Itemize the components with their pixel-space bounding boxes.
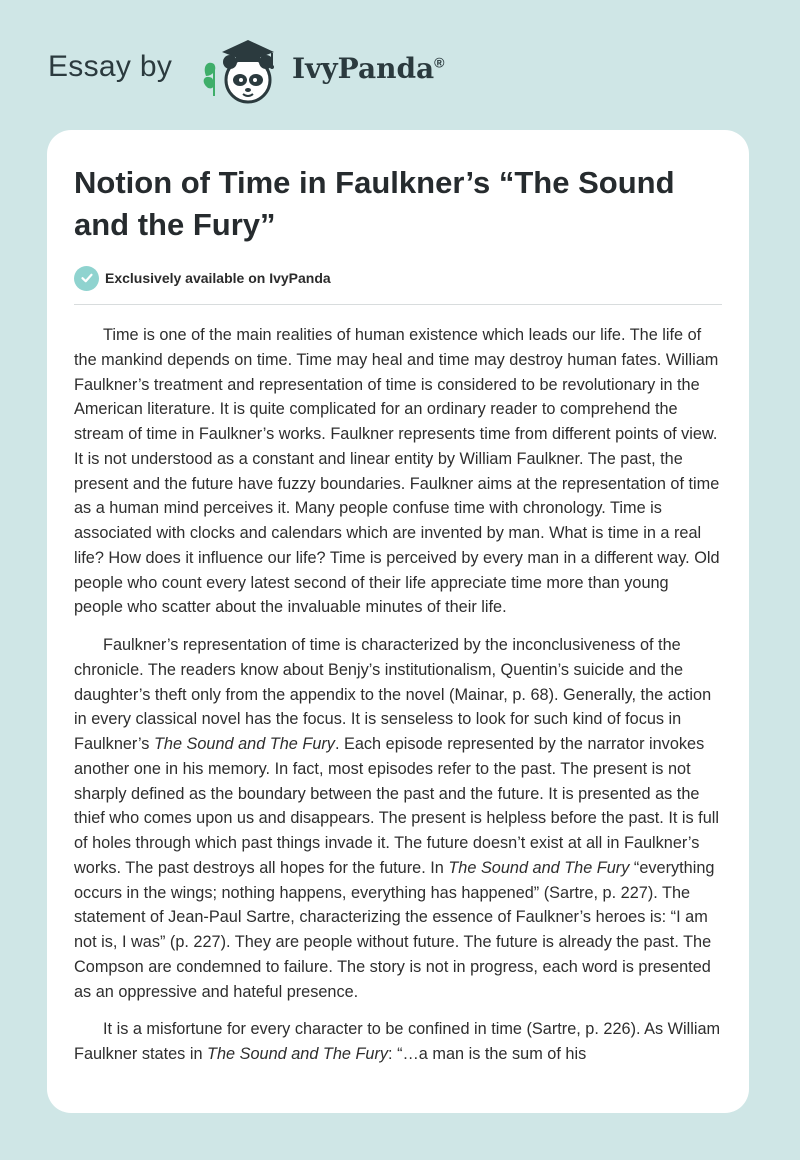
italic-title-text: The Sound and The Fury xyxy=(207,1045,389,1063)
paragraph-text: Faulkner’s representation of time is characterized by the inconclusiveness of the chronicle. The readers know about Benjy’s institutionalism, Quentin’s suicide and the daughter’s theft only from the appendix to the novel (Mainar, p. 68). Generally, the action in every classical novel has the focus. It is senseless to look for such kind of focus in Faulkner’s xyxy=(74,636,712,753)
italic-title-text: The Sound and The Fury xyxy=(448,858,630,877)
paragraph-text: . Each episode represented by the narrator invokes another one in his memory. In fact, most episodes refer to the past. The present is not sharply defined as the boundary between the past and the future. It is presented as the thief who comes upon us and disappears. The present is helpless before the past. It is full of holes through which past things invade it. The future doesn’t exist at all in Faulkner’s works. The past destroys all hopes for the future. In xyxy=(74,735,719,877)
exclusive-badge xyxy=(74,264,722,292)
divider xyxy=(74,304,722,305)
panda-graduate-icon[interactable] xyxy=(200,36,290,108)
essay-paragraph xyxy=(74,323,722,620)
essay-paragraph xyxy=(74,1017,722,1067)
badge-label: Exclusively available on IvyPanda xyxy=(105,270,331,286)
check-icon xyxy=(74,266,99,291)
essay-title: Notion of Time in Faulkner’s “The Sound and the Fury” xyxy=(74,165,675,242)
brand-prefix: Essay by xyxy=(48,50,173,83)
paragraph-text: Time is one of the main realities of human existence which leads our life. The life of the mankind depends on time. Time may heal and time may destroy human fates. William Faulkner’s treatment and representation of time is considered to be revolutionary in the American literature. It is quite complicated for an ordinary reader to comprehend the stream of time in Faulkner’s works. Faulkner represents time from different points of view. It is not understood as a constant and linear entity by William Faulkner. The past, the present and the future have fuzzy boundaries. Faulkner aims at the representation of time as a human mind perceives it. Many people confuse time with chronology. Time is associated with clocks and calendars which are invented by man. What is time in a real life? How does it influence our life? Time is perceived by every man in a different way. Old people who count every latest second of their life appreciate time more than young people who scatter about the invaluable minutes of their life. xyxy=(74,326,720,617)
paragraph-text: : “…a man is the sum of his xyxy=(388,1045,587,1063)
essay-body xyxy=(74,323,722,1067)
site-header xyxy=(0,0,800,130)
brand-name[interactable] xyxy=(292,52,445,85)
italic-title-text: The Sound and The Fury xyxy=(153,735,335,753)
essay-card xyxy=(47,130,749,1113)
essay-paragraph xyxy=(74,633,722,1004)
registered-mark: ® xyxy=(434,54,445,71)
paragraph-text: “everything occurs in the wings; nothing happens, everything has happened” (Sartre, p. 227). The statement of Jean-Paul Sartre, characterizing the essence of Faulkner’s heroes is: “I am not is, I was” (p. 227). They are people without future. The future is already the past. The Compson are condemned to failure. The story is not in progress, each word is presented as an oppressive and hateful presence. xyxy=(74,858,715,1001)
brand-name-text: IvyPanda xyxy=(292,52,435,85)
paragraph-text: It is a misfortune for every character to be confined in time (Sartre, p. 226). As William Faulkner states in xyxy=(74,1020,721,1063)
